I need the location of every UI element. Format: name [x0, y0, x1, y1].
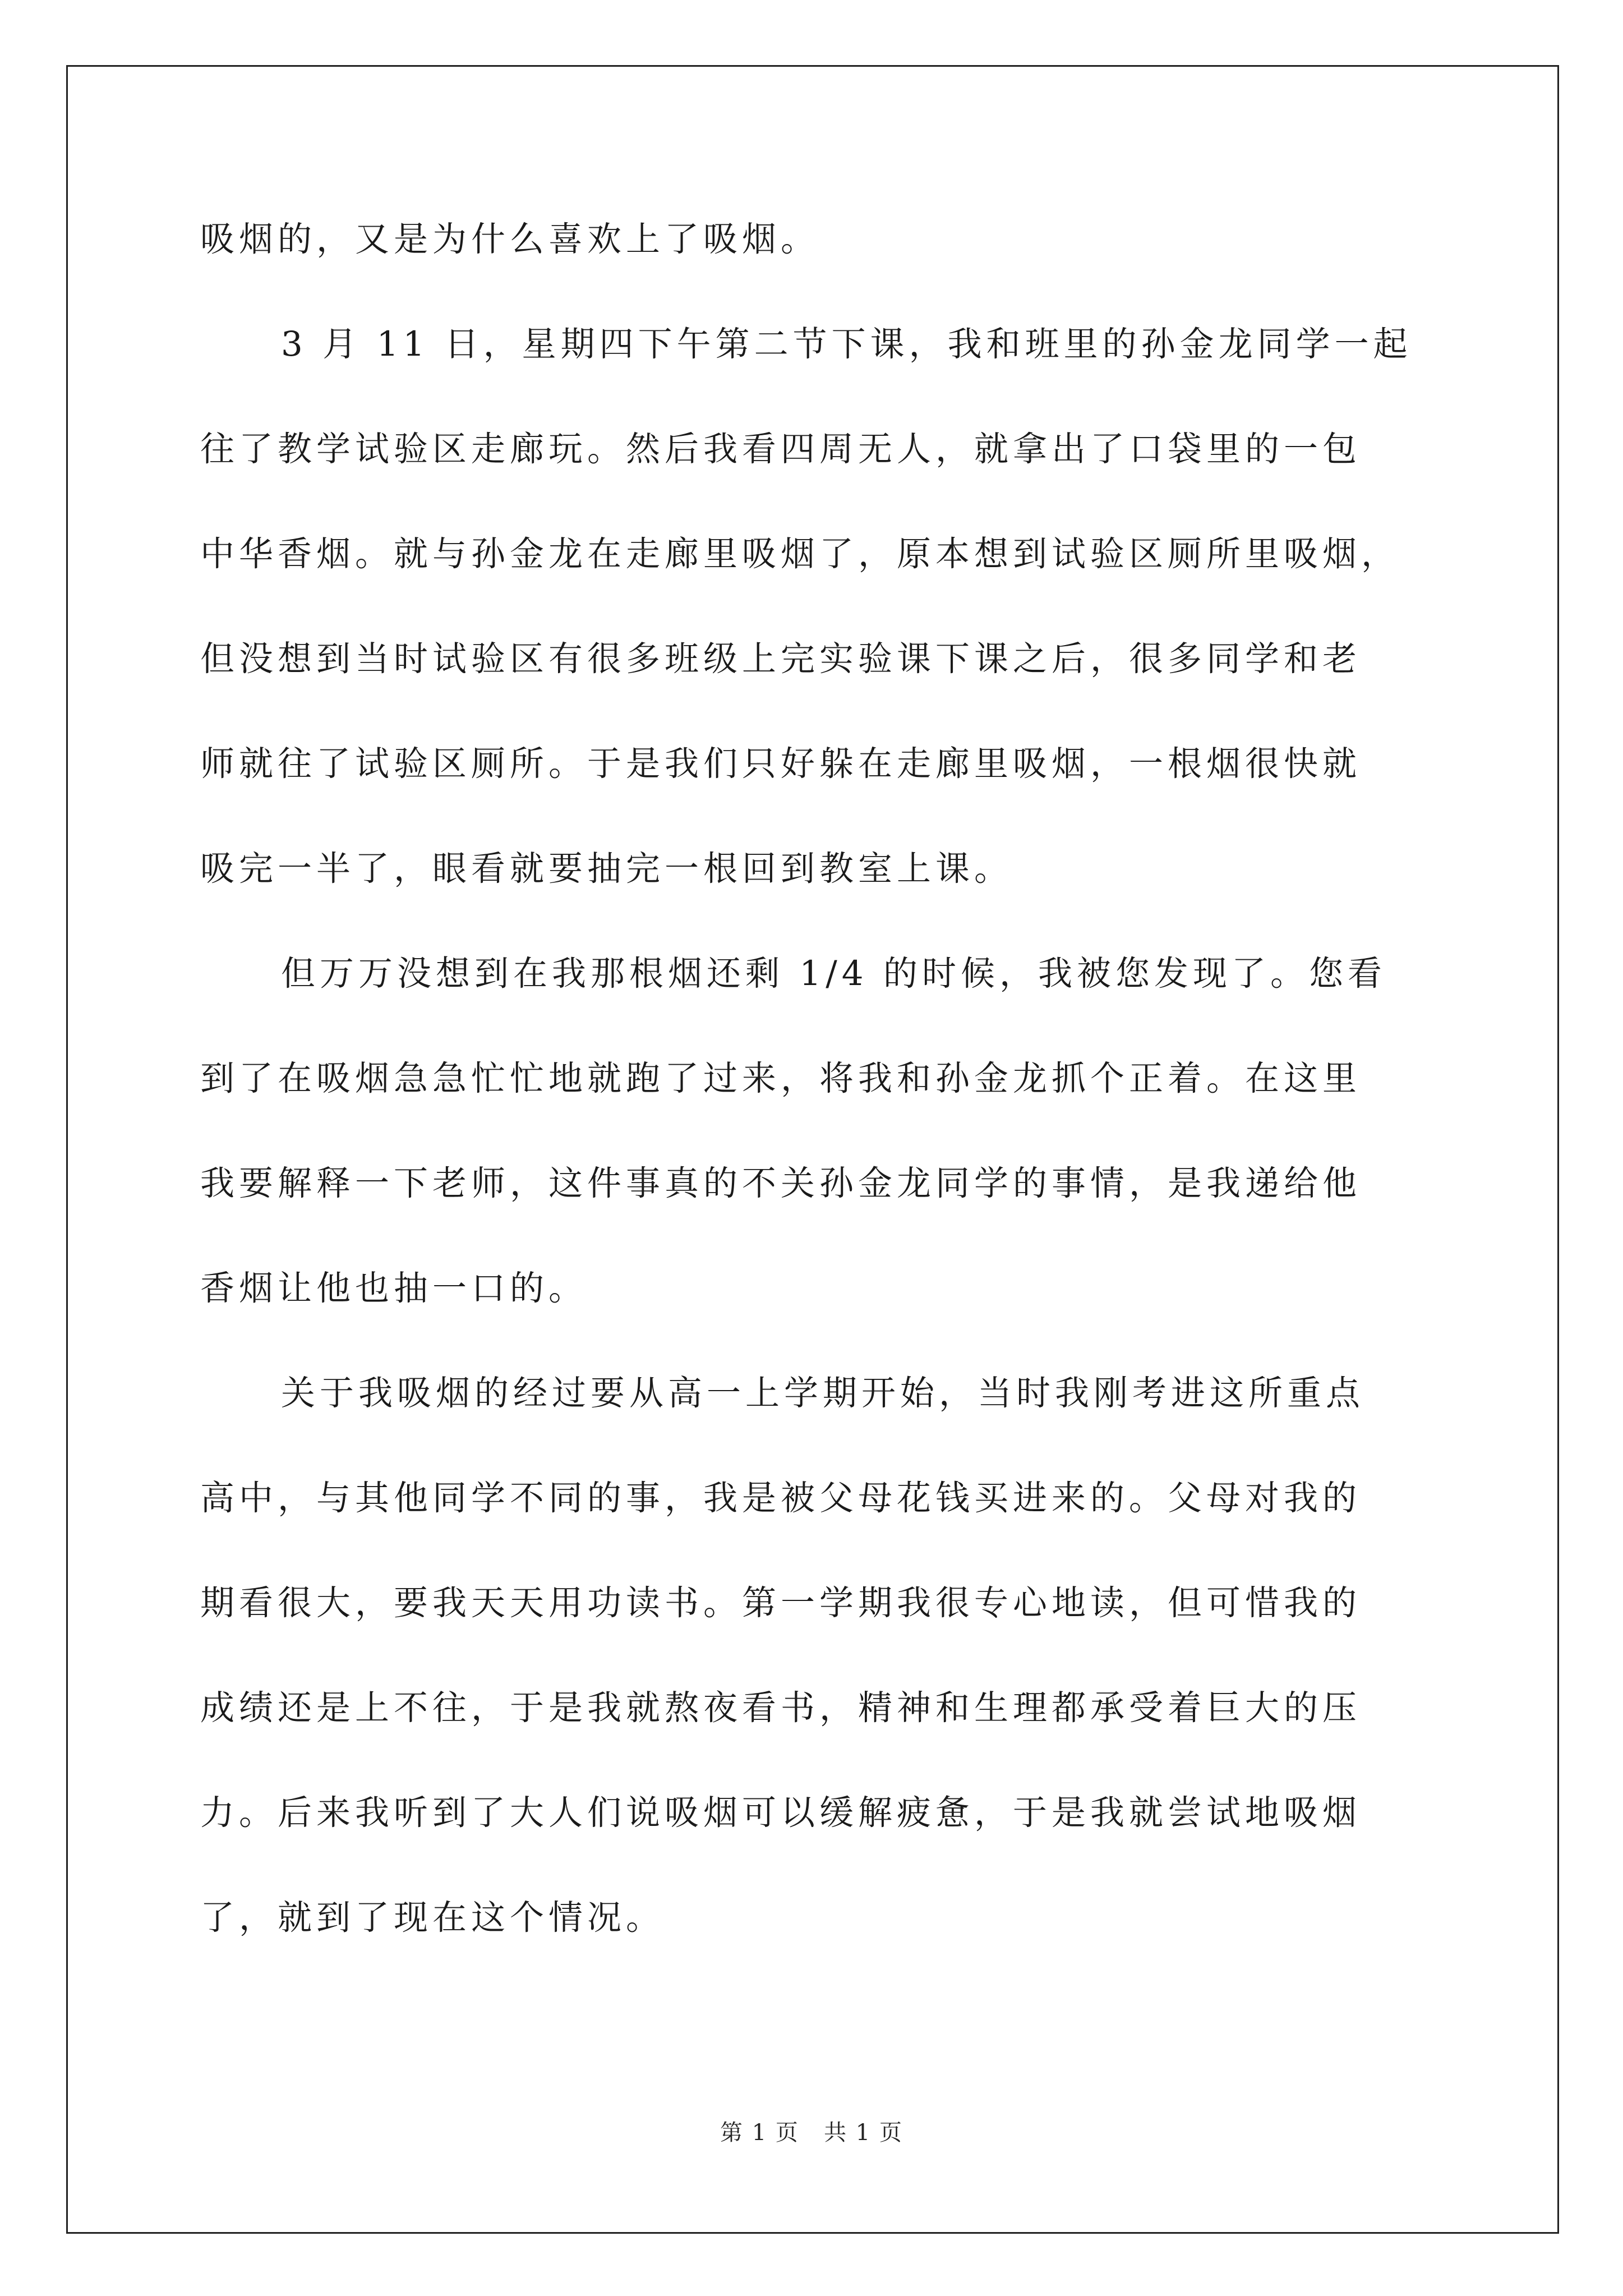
- body-line-5: 但没想到当时试验区有很多班级上完实验课下课之后，很多同学和老: [200, 639, 1362, 679]
- document-body: [200, 214, 1426, 1998]
- body-line-4: 中华香烟。就与孙金龙在走廊里吸烟了，原本想到试验区厕所里吸烟，: [200, 534, 1400, 574]
- page-number: 第 1 页: [720, 2120, 799, 2146]
- body-line-7: 吸完一半了，眼看就要抽完一根回到教室上课。: [200, 849, 1013, 889]
- page-footer: [0, 2119, 1623, 2147]
- body-line-11: 香烟让他也抽一口的。: [200, 1268, 588, 1308]
- body-line-10: 我要解释一下老师，这件事真的不关孙金龙同学的事情，是我递给他: [200, 1163, 1362, 1203]
- body-line-13: 高中，与其他同学不同的事，我是被父母花钱买进来的。父母对我的: [200, 1478, 1362, 1518]
- body-line-1: 吸烟的，又是为什么喜欢上了吸烟。: [200, 219, 820, 259]
- body-line-17: 了，就到了现在这个情况。: [200, 1898, 665, 1938]
- body-line-15: 成绩还是上不往，于是我就熬夜看书，精神和生理都承受着巨大的压: [200, 1688, 1362, 1728]
- body-line-8: 但万万没想到在我那根烟还剩 1/4 的时候，我被您发现了。您看: [281, 954, 1386, 993]
- body-line-6: 师就往了试验区厕所。于是我们只好躲在走廊里吸烟，一根烟很快就: [200, 744, 1362, 784]
- page-total: 共 1 页: [824, 2120, 903, 2146]
- body-line-2: 3 月 11 日，星期四下午第二节下课，我和班里的孙金龙同学一起: [281, 324, 1412, 364]
- body-line-3: 往了教学试验区走廊玩。然后我看四周无人，就拿出了口袋里的一包: [200, 429, 1362, 469]
- body-line-16: 力。后来我听到了大人们说吸烟可以缓解疲惫，于是我就尝试地吸烟: [200, 1793, 1362, 1833]
- body-line-9: 到了在吸烟急急忙忙地就跑了过来，将我和孙金龙抓个正着。在这里: [200, 1059, 1362, 1098]
- body-line-12: 关于我吸烟的经过要从高一上学期开始，当时我刚考进这所重点: [281, 1373, 1365, 1413]
- body-line-14: 期看很大，要我天天用功读书。第一学期我很专心地读，但可惜我的: [200, 1583, 1362, 1623]
